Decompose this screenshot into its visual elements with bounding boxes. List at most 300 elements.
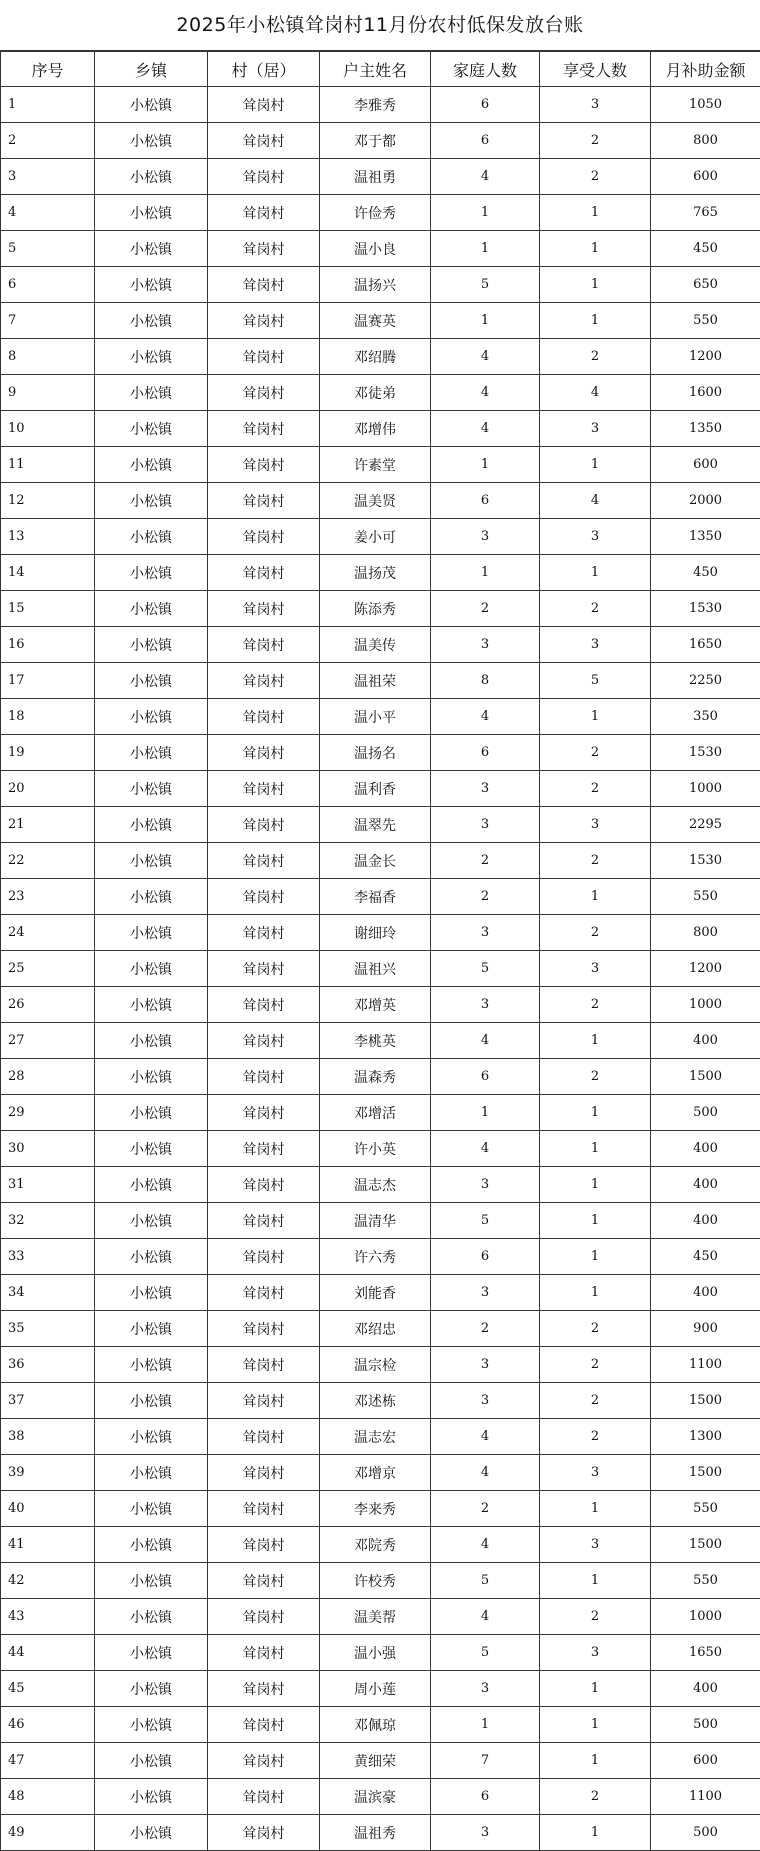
cell-beneficiaries: 1 <box>540 1743 651 1779</box>
cell-monthly-amount: 600 <box>651 159 760 195</box>
cell-town: 小松镇 <box>95 699 208 735</box>
table-row <box>1 1707 760 1743</box>
cell-monthly-amount: 2250 <box>651 663 760 699</box>
cell-village: 耸岗村 <box>208 1167 320 1203</box>
cell-village: 耸岗村 <box>208 1095 320 1131</box>
cell-family-size: 1 <box>431 195 540 231</box>
cell-beneficiaries: 1 <box>540 1815 651 1851</box>
cell-head-name: 温志杰 <box>320 1167 431 1203</box>
cell-family-size: 5 <box>431 267 540 303</box>
cell-village: 耸岗村 <box>208 735 320 771</box>
cell-index: 3 <box>1 159 95 195</box>
cell-beneficiaries: 3 <box>540 807 651 843</box>
table-row <box>1 663 760 699</box>
cell-town: 小松镇 <box>95 987 208 1023</box>
cell-beneficiaries: 1 <box>540 1095 651 1131</box>
cell-index: 7 <box>1 303 95 339</box>
cell-index: 33 <box>1 1239 95 1275</box>
cell-index: 29 <box>1 1095 95 1131</box>
cell-index: 19 <box>1 735 95 771</box>
cell-index: 36 <box>1 1347 95 1383</box>
cell-monthly-amount: 400 <box>651 1131 760 1167</box>
cell-monthly-amount: 550 <box>651 303 760 339</box>
cell-beneficiaries: 3 <box>540 411 651 447</box>
cell-beneficiaries: 1 <box>540 1671 651 1707</box>
cell-beneficiaries: 2 <box>540 159 651 195</box>
cell-town: 小松镇 <box>95 1167 208 1203</box>
cell-town: 小松镇 <box>95 483 208 519</box>
cell-beneficiaries: 2 <box>540 843 651 879</box>
cell-head-name: 温扬名 <box>320 735 431 771</box>
cell-monthly-amount: 500 <box>651 1707 760 1743</box>
cell-village: 耸岗村 <box>208 87 320 123</box>
cell-monthly-amount: 450 <box>651 231 760 267</box>
cell-family-size: 4 <box>431 1527 540 1563</box>
table-row <box>1 267 760 303</box>
table-row <box>1 159 760 195</box>
table-row <box>1 1599 760 1635</box>
cell-monthly-amount: 450 <box>651 1239 760 1275</box>
cell-index: 30 <box>1 1131 95 1167</box>
table-row <box>1 1779 760 1815</box>
cell-family-size: 4 <box>431 1599 540 1635</box>
cell-town: 小松镇 <box>95 555 208 591</box>
cell-village: 耸岗村 <box>208 987 320 1023</box>
cell-monthly-amount: 650 <box>651 267 760 303</box>
cell-index: 17 <box>1 663 95 699</box>
cell-town: 小松镇 <box>95 1527 208 1563</box>
cell-beneficiaries: 1 <box>540 231 651 267</box>
cell-monthly-amount: 1200 <box>651 951 760 987</box>
table-row <box>1 1383 760 1419</box>
table-row <box>1 555 760 591</box>
cell-town: 小松镇 <box>95 915 208 951</box>
header-head-name: 户主姓名 <box>320 52 431 87</box>
cell-head-name: 邓于都 <box>320 123 431 159</box>
cell-family-size: 2 <box>431 1311 540 1347</box>
table-row <box>1 303 760 339</box>
cell-beneficiaries: 2 <box>540 1347 651 1383</box>
cell-family-size: 6 <box>431 1059 540 1095</box>
cell-town: 小松镇 <box>95 1707 208 1743</box>
cell-family-size: 4 <box>431 159 540 195</box>
cell-beneficiaries: 2 <box>540 123 651 159</box>
cell-family-size: 4 <box>431 699 540 735</box>
cell-index: 24 <box>1 915 95 951</box>
cell-head-name: 温利香 <box>320 771 431 807</box>
cell-index: 23 <box>1 879 95 915</box>
cell-family-size: 1 <box>431 1095 540 1131</box>
cell-head-name: 温扬茂 <box>320 555 431 591</box>
cell-family-size: 1 <box>431 303 540 339</box>
cell-beneficiaries: 1 <box>540 1707 651 1743</box>
cell-monthly-amount: 1100 <box>651 1347 760 1383</box>
cell-beneficiaries: 4 <box>540 483 651 519</box>
cell-family-size: 2 <box>431 591 540 627</box>
table-row <box>1 591 760 627</box>
cell-index: 48 <box>1 1779 95 1815</box>
cell-beneficiaries: 1 <box>540 1491 651 1527</box>
cell-village: 耸岗村 <box>208 843 320 879</box>
cell-head-name: 温赛英 <box>320 303 431 339</box>
cell-index: 47 <box>1 1743 95 1779</box>
cell-head-name: 周小莲 <box>320 1671 431 1707</box>
cell-beneficiaries: 2 <box>540 591 651 627</box>
table-row <box>1 87 760 123</box>
cell-family-size: 1 <box>431 1707 540 1743</box>
cell-beneficiaries: 1 <box>540 267 651 303</box>
cell-family-size: 6 <box>431 1239 540 1275</box>
cell-town: 小松镇 <box>95 411 208 447</box>
cell-village: 耸岗村 <box>208 915 320 951</box>
cell-town: 小松镇 <box>95 87 208 123</box>
cell-village: 耸岗村 <box>208 1743 320 1779</box>
table-row <box>1 1491 760 1527</box>
cell-index: 1 <box>1 87 95 123</box>
cell-family-size: 4 <box>431 339 540 375</box>
cell-town: 小松镇 <box>95 195 208 231</box>
table-row <box>1 1203 760 1239</box>
cell-beneficiaries: 3 <box>540 1455 651 1491</box>
table-row <box>1 1455 760 1491</box>
cell-village: 耸岗村 <box>208 303 320 339</box>
cell-beneficiaries: 1 <box>540 879 651 915</box>
cell-family-size: 1 <box>431 555 540 591</box>
cell-head-name: 温志宏 <box>320 1419 431 1455</box>
cell-beneficiaries: 1 <box>540 555 651 591</box>
cell-family-size: 4 <box>431 411 540 447</box>
cell-monthly-amount: 400 <box>651 1671 760 1707</box>
cell-family-size: 3 <box>431 1671 540 1707</box>
cell-monthly-amount: 1500 <box>651 1059 760 1095</box>
cell-beneficiaries: 1 <box>540 1167 651 1203</box>
cell-monthly-amount: 1500 <box>651 1527 760 1563</box>
table-row <box>1 1023 760 1059</box>
table-row <box>1 1815 760 1851</box>
cell-beneficiaries: 1 <box>540 1563 651 1599</box>
cell-village: 耸岗村 <box>208 1527 320 1563</box>
cell-index: 27 <box>1 1023 95 1059</box>
cell-beneficiaries: 2 <box>540 1383 651 1419</box>
cell-monthly-amount: 1530 <box>651 843 760 879</box>
table-row <box>1 411 760 447</box>
cell-town: 小松镇 <box>95 1491 208 1527</box>
cell-beneficiaries: 3 <box>540 1635 651 1671</box>
cell-family-size: 3 <box>431 1167 540 1203</box>
cell-monthly-amount: 1530 <box>651 735 760 771</box>
header-row <box>1 52 760 87</box>
cell-beneficiaries: 2 <box>540 1311 651 1347</box>
cell-village: 耸岗村 <box>208 375 320 411</box>
cell-monthly-amount: 600 <box>651 447 760 483</box>
cell-town: 小松镇 <box>95 1455 208 1491</box>
table-row <box>1 771 760 807</box>
cell-town: 小松镇 <box>95 339 208 375</box>
cell-head-name: 李福香 <box>320 879 431 915</box>
cell-head-name: 许校秀 <box>320 1563 431 1599</box>
cell-head-name: 温美传 <box>320 627 431 663</box>
cell-monthly-amount: 1050 <box>651 87 760 123</box>
cell-family-size: 2 <box>431 879 540 915</box>
cell-family-size: 3 <box>431 771 540 807</box>
cell-village: 耸岗村 <box>208 1239 320 1275</box>
cell-monthly-amount: 1530 <box>651 591 760 627</box>
cell-town: 小松镇 <box>95 231 208 267</box>
cell-family-size: 6 <box>431 87 540 123</box>
table-row <box>1 879 760 915</box>
cell-town: 小松镇 <box>95 591 208 627</box>
cell-index: 31 <box>1 1167 95 1203</box>
cell-head-name: 温翠先 <box>320 807 431 843</box>
cell-family-size: 5 <box>431 1563 540 1599</box>
cell-beneficiaries: 1 <box>540 195 651 231</box>
cell-family-size: 2 <box>431 843 540 879</box>
cell-index: 16 <box>1 627 95 663</box>
cell-family-size: 3 <box>431 915 540 951</box>
cell-family-size: 6 <box>431 735 540 771</box>
cell-monthly-amount: 1100 <box>651 1779 760 1815</box>
cell-index: 39 <box>1 1455 95 1491</box>
cell-monthly-amount: 1500 <box>651 1455 760 1491</box>
table-row <box>1 231 760 267</box>
cell-village: 耸岗村 <box>208 951 320 987</box>
cell-town: 小松镇 <box>95 1239 208 1275</box>
cell-town: 小松镇 <box>95 159 208 195</box>
cell-family-size: 4 <box>431 1131 540 1167</box>
cell-monthly-amount: 350 <box>651 699 760 735</box>
cell-index: 45 <box>1 1671 95 1707</box>
cell-town: 小松镇 <box>95 1023 208 1059</box>
cell-town: 小松镇 <box>95 1059 208 1095</box>
cell-town: 小松镇 <box>95 807 208 843</box>
cell-head-name: 刘能香 <box>320 1275 431 1311</box>
cell-beneficiaries: 4 <box>540 375 651 411</box>
cell-family-size: 4 <box>431 1419 540 1455</box>
cell-head-name: 邓增活 <box>320 1095 431 1131</box>
cell-family-size: 3 <box>431 987 540 1023</box>
cell-head-name: 许俭秀 <box>320 195 431 231</box>
cell-index: 32 <box>1 1203 95 1239</box>
cell-village: 耸岗村 <box>208 231 320 267</box>
cell-head-name: 邓绍忠 <box>320 1311 431 1347</box>
cell-village: 耸岗村 <box>208 1563 320 1599</box>
cell-village: 耸岗村 <box>208 1635 320 1671</box>
header-monthly-amount: 月补助金额 <box>651 52 760 87</box>
table-row <box>1 735 760 771</box>
cell-index: 12 <box>1 483 95 519</box>
table-row <box>1 915 760 951</box>
cell-family-size: 4 <box>431 375 540 411</box>
cell-town: 小松镇 <box>95 951 208 987</box>
cell-village: 耸岗村 <box>208 447 320 483</box>
cell-head-name: 李桃英 <box>320 1023 431 1059</box>
table-row <box>1 483 760 519</box>
table-row <box>1 807 760 843</box>
cell-monthly-amount: 1000 <box>651 987 760 1023</box>
cell-index: 35 <box>1 1311 95 1347</box>
cell-town: 小松镇 <box>95 1095 208 1131</box>
cell-index: 40 <box>1 1491 95 1527</box>
cell-village: 耸岗村 <box>208 1131 320 1167</box>
cell-head-name: 温祖兴 <box>320 951 431 987</box>
cell-town: 小松镇 <box>95 1347 208 1383</box>
header-index: 序号 <box>1 52 95 87</box>
cell-monthly-amount: 1650 <box>651 1635 760 1671</box>
cell-town: 小松镇 <box>95 1419 208 1455</box>
cell-index: 4 <box>1 195 95 231</box>
cell-village: 耸岗村 <box>208 411 320 447</box>
cell-head-name: 邓增伟 <box>320 411 431 447</box>
cell-beneficiaries: 1 <box>540 447 651 483</box>
cell-index: 42 <box>1 1563 95 1599</box>
cell-village: 耸岗村 <box>208 1059 320 1095</box>
table-row <box>1 375 760 411</box>
cell-town: 小松镇 <box>95 1599 208 1635</box>
cell-monthly-amount: 1000 <box>651 771 760 807</box>
cell-village: 耸岗村 <box>208 627 320 663</box>
cell-monthly-amount: 800 <box>651 123 760 159</box>
cell-village: 耸岗村 <box>208 267 320 303</box>
cell-monthly-amount: 550 <box>651 1491 760 1527</box>
cell-beneficiaries: 1 <box>540 1239 651 1275</box>
cell-family-size: 6 <box>431 123 540 159</box>
cell-head-name: 温祖勇 <box>320 159 431 195</box>
cell-head-name: 温小平 <box>320 699 431 735</box>
cell-index: 22 <box>1 843 95 879</box>
cell-family-size: 4 <box>431 1023 540 1059</box>
cell-village: 耸岗村 <box>208 1383 320 1419</box>
cell-beneficiaries: 1 <box>540 1023 651 1059</box>
cell-beneficiaries: 2 <box>540 1419 651 1455</box>
table-row <box>1 627 760 663</box>
cell-beneficiaries: 3 <box>540 951 651 987</box>
cell-index: 21 <box>1 807 95 843</box>
cell-village: 耸岗村 <box>208 1203 320 1239</box>
cell-monthly-amount: 765 <box>651 195 760 231</box>
cell-monthly-amount: 1300 <box>651 1419 760 1455</box>
cell-village: 耸岗村 <box>208 1707 320 1743</box>
cell-head-name: 黄细荣 <box>320 1743 431 1779</box>
table-header <box>1 52 760 87</box>
cell-beneficiaries: 2 <box>540 735 651 771</box>
cell-beneficiaries: 3 <box>540 87 651 123</box>
cell-village: 耸岗村 <box>208 195 320 231</box>
cell-town: 小松镇 <box>95 663 208 699</box>
cell-head-name: 许六秀 <box>320 1239 431 1275</box>
table-row <box>1 123 760 159</box>
cell-head-name: 温金长 <box>320 843 431 879</box>
cell-family-size: 3 <box>431 807 540 843</box>
table-row <box>1 1095 760 1131</box>
cell-monthly-amount: 400 <box>651 1203 760 1239</box>
cell-beneficiaries: 3 <box>540 519 651 555</box>
ledger-title: 2025年小松镇耸岗村11月份农村低保发放台账 <box>0 0 760 51</box>
table-row <box>1 843 760 879</box>
cell-head-name: 邓增英 <box>320 987 431 1023</box>
cell-family-size: 1 <box>431 231 540 267</box>
cell-beneficiaries: 2 <box>540 1059 651 1095</box>
table-row <box>1 1347 760 1383</box>
cell-index: 18 <box>1 699 95 735</box>
cell-head-name: 温祖荣 <box>320 663 431 699</box>
cell-family-size: 8 <box>431 663 540 699</box>
cell-head-name: 温宗检 <box>320 1347 431 1383</box>
cell-family-size: 6 <box>431 483 540 519</box>
cell-head-name: 邓佩琼 <box>320 1707 431 1743</box>
cell-village: 耸岗村 <box>208 1275 320 1311</box>
cell-monthly-amount: 550 <box>651 879 760 915</box>
cell-village: 耸岗村 <box>208 1671 320 1707</box>
cell-town: 小松镇 <box>95 843 208 879</box>
table-row <box>1 1275 760 1311</box>
cell-village: 耸岗村 <box>208 123 320 159</box>
cell-family-size: 5 <box>431 951 540 987</box>
cell-town: 小松镇 <box>95 1131 208 1167</box>
cell-beneficiaries: 2 <box>540 1599 651 1635</box>
cell-village: 耸岗村 <box>208 1419 320 1455</box>
cell-index: 2 <box>1 123 95 159</box>
cell-monthly-amount: 2295 <box>651 807 760 843</box>
cell-index: 10 <box>1 411 95 447</box>
cell-town: 小松镇 <box>95 1311 208 1347</box>
cell-index: 8 <box>1 339 95 375</box>
table-row <box>1 1239 760 1275</box>
cell-index: 38 <box>1 1419 95 1455</box>
cell-town: 小松镇 <box>95 1815 208 1851</box>
cell-monthly-amount: 900 <box>651 1311 760 1347</box>
cell-head-name: 李来秀 <box>320 1491 431 1527</box>
cell-monthly-amount: 1350 <box>651 519 760 555</box>
cell-index: 41 <box>1 1527 95 1563</box>
cell-beneficiaries: 2 <box>540 771 651 807</box>
table-row <box>1 1527 760 1563</box>
cell-family-size: 5 <box>431 1635 540 1671</box>
cell-index: 44 <box>1 1635 95 1671</box>
cell-index: 28 <box>1 1059 95 1095</box>
cell-index: 49 <box>1 1815 95 1851</box>
cell-head-name: 邓徒弟 <box>320 375 431 411</box>
cell-village: 耸岗村 <box>208 1311 320 1347</box>
cell-village: 耸岗村 <box>208 483 320 519</box>
cell-town: 小松镇 <box>95 1203 208 1239</box>
cell-monthly-amount: 400 <box>651 1167 760 1203</box>
cell-head-name: 邓院秀 <box>320 1527 431 1563</box>
cell-index: 34 <box>1 1275 95 1311</box>
cell-village: 耸岗村 <box>208 879 320 915</box>
cell-monthly-amount: 1500 <box>651 1383 760 1419</box>
cell-village: 耸岗村 <box>208 1023 320 1059</box>
cell-town: 小松镇 <box>95 1743 208 1779</box>
cell-village: 耸岗村 <box>208 1599 320 1635</box>
cell-village: 耸岗村 <box>208 807 320 843</box>
cell-village: 耸岗村 <box>208 159 320 195</box>
cell-beneficiaries: 3 <box>540 627 651 663</box>
cell-index: 14 <box>1 555 95 591</box>
cell-index: 43 <box>1 1599 95 1635</box>
cell-head-name: 温小良 <box>320 231 431 267</box>
cell-head-name: 温祖秀 <box>320 1815 431 1851</box>
cell-town: 小松镇 <box>95 735 208 771</box>
table-body <box>1 87 760 1851</box>
cell-town: 小松镇 <box>95 267 208 303</box>
table-row <box>1 1167 760 1203</box>
cell-monthly-amount: 1650 <box>651 627 760 663</box>
cell-family-size: 4 <box>431 1455 540 1491</box>
cell-monthly-amount: 2000 <box>651 483 760 519</box>
cell-head-name: 温清华 <box>320 1203 431 1239</box>
cell-monthly-amount: 1350 <box>651 411 760 447</box>
table-row <box>1 987 760 1023</box>
